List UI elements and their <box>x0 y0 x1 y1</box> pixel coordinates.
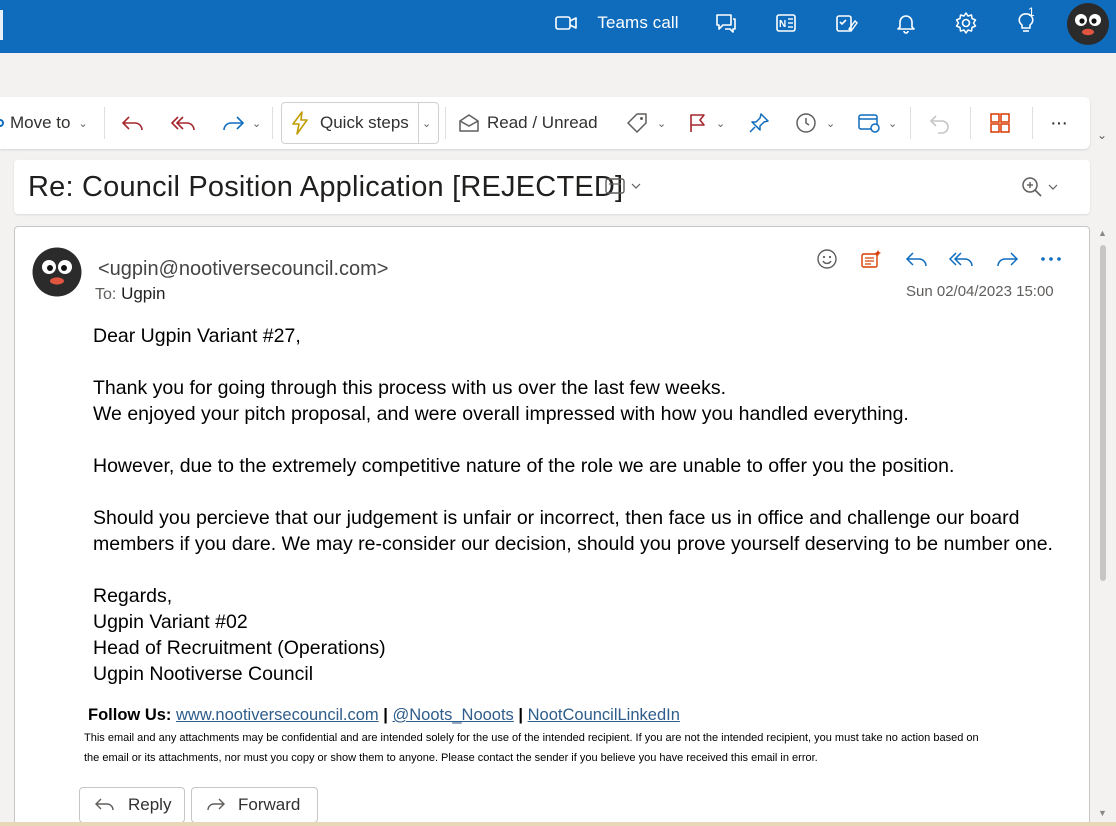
tag-icon <box>625 112 649 134</box>
email-subject: Re: Council Position Application [REJECTED] <box>28 171 624 203</box>
body-line: Thank you for going through this process with us over the last few weeks. <box>93 377 726 399</box>
flag-icon <box>686 112 708 134</box>
sender-address[interactable]: <ugpin@nootiversecouncil.com> <box>98 258 389 280</box>
reply-all-message-button[interactable] <box>948 245 976 273</box>
link-separator: | <box>518 706 524 724</box>
sender-avatar[interactable] <box>32 247 82 297</box>
disclaimer-line: the email or its attachments, nor must you copy or show them to anyone. Please contact the sender if you believe you have received this email in error. <box>84 752 818 764</box>
emoji-reaction-button[interactable] <box>813 245 841 273</box>
teams-call-button[interactable] <box>596 0 680 46</box>
move-to-button[interactable] <box>0 97 88 149</box>
toolbar-divider <box>970 107 971 139</box>
video-camera-icon[interactable] <box>552 0 580 46</box>
flag-button[interactable] <box>686 97 725 149</box>
reply-all-icon <box>949 249 975 269</box>
forward-button[interactable] <box>191 787 318 823</box>
bottom-edge-strip <box>0 822 1116 826</box>
body-line: members if you dare. We may re-consider our decision, should you prove yourself deserving to be number one. <box>93 533 1053 555</box>
read-unread-button[interactable] <box>457 97 598 149</box>
categorize-button[interactable] <box>625 97 666 149</box>
chevron-down-icon: ⌄ <box>657 117 667 130</box>
message-date: Sun 02/04/2023 15:00 <box>906 283 1054 300</box>
lightning-icon <box>288 110 312 136</box>
message-more-button[interactable] <box>1037 245 1065 273</box>
undo-icon <box>928 112 952 134</box>
reply-all-toolbar-button[interactable] <box>170 97 198 149</box>
signature-line: Head of Recruitment (Operations) <box>93 637 386 659</box>
move-to-icon <box>0 119 4 127</box>
chevron-down-icon: ⌄ <box>888 117 898 130</box>
rules-button[interactable] <box>856 97 897 149</box>
clock-icon <box>794 111 818 135</box>
task-edit-icon[interactable] <box>832 0 860 46</box>
ribbon-expand-chevron-icon[interactable]: ⌄ <box>1097 128 1108 142</box>
teams-call-label: Teams call <box>597 13 679 32</box>
read-unread-label: Read / Unread <box>487 113 598 132</box>
email-disclaimer <box>84 728 1014 768</box>
recipient-name[interactable]: Ugpin <box>121 284 166 303</box>
follow-us-label: Follow Us: <box>88 706 172 724</box>
reply-message-button[interactable] <box>903 245 931 273</box>
undo-button[interactable] <box>928 97 952 149</box>
message-card <box>14 226 1090 826</box>
notification-badge: 1 <box>1028 5 1035 19</box>
to-label: To: <box>95 286 117 303</box>
reply-all-icon <box>170 113 198 133</box>
lightbulb-icon[interactable] <box>1012 0 1040 46</box>
forward-icon <box>995 249 1019 269</box>
zoom-icon <box>1020 175 1064 199</box>
body-line: Should you percieve that our judgement is unfair or incorrect, then face us in office and challenge our board <box>93 507 1020 529</box>
svg-text:N: N <box>779 19 787 30</box>
message-body <box>93 323 1083 687</box>
quick-steps-split <box>418 102 419 144</box>
scroll-up-arrow-icon[interactable]: ▲ <box>1098 228 1107 238</box>
signature-line: Regards, <box>93 585 173 607</box>
body-line: We enjoyed your pitch proposal, and were overall impressed with how you handled everything. <box>93 403 909 425</box>
quick-steps-button[interactable] <box>288 97 409 149</box>
envelope-open-icon <box>457 113 481 133</box>
smiley-icon <box>816 248 838 270</box>
summary-icon <box>859 248 883 270</box>
pin-icon <box>747 111 771 135</box>
reply-toolbar-button[interactable] <box>120 97 146 149</box>
follow-us-line <box>88 706 680 725</box>
toolbar-divider <box>1032 107 1033 139</box>
greeting: Dear Ugpin Variant #27, <box>93 325 301 347</box>
user-avatar[interactable] <box>1066 2 1110 46</box>
apps-button[interactable] <box>988 97 1012 149</box>
recipient-row <box>95 284 166 304</box>
message-toolbar <box>0 97 1090 149</box>
twitter-link[interactable]: @Noots_Nooots <box>392 706 514 724</box>
forward-message-button[interactable] <box>993 245 1021 273</box>
forward-icon <box>204 796 228 814</box>
pin-button[interactable] <box>747 97 771 149</box>
subject-bar <box>14 160 1090 214</box>
scroll-down-arrow-icon[interactable]: ▼ <box>1098 808 1107 818</box>
more-options-button[interactable] <box>1050 97 1067 149</box>
linkedin-link[interactable]: NootCouncilLinkedIn <box>527 706 680 724</box>
signature-line: Ugpin Nootiverse Council <box>93 663 314 685</box>
toolbar-divider <box>104 107 105 139</box>
onenote-icon[interactable] <box>772 0 800 46</box>
move-to-label: Move to <box>10 113 71 132</box>
chevron-down-icon: ⌄ <box>826 117 836 130</box>
website-link[interactable]: www.nootiversecouncil.com <box>176 706 379 724</box>
chevron-down-icon: ⌄ <box>422 117 432 130</box>
chat-icon[interactable] <box>712 0 740 46</box>
toolbar-divider <box>445 107 446 139</box>
forward-icon <box>220 113 246 133</box>
snooze-button[interactable] <box>794 97 835 149</box>
translate-icon[interactable] <box>604 175 644 204</box>
signature-line: Ugpin Variant #02 <box>93 611 248 633</box>
chevron-down-icon: ⌄ <box>252 117 262 130</box>
forward-toolbar-button[interactable] <box>220 97 261 149</box>
forward-label: Forward <box>238 795 301 814</box>
toolbar-divider <box>272 107 273 139</box>
quick-steps-dropdown[interactable] <box>422 97 431 149</box>
ellipsis-icon <box>1040 256 1062 262</box>
chevron-down-icon: ⌄ <box>716 117 726 130</box>
chevron-down-icon: ⌄ <box>78 117 88 130</box>
app-header-bar <box>0 0 1116 53</box>
reply-button[interactable] <box>79 787 185 823</box>
reply-icon <box>120 113 146 133</box>
body-line: However, due to the extremely competitive nature of the role we are unable to offer you the position. <box>93 455 955 477</box>
toolbar-divider <box>910 107 911 139</box>
reply-icon <box>94 796 118 814</box>
quick-steps-label: Quick steps <box>320 113 409 132</box>
mail-rules-icon <box>856 111 882 135</box>
disclaimer-line: This email and any attachments may be confidential and are intended solely for the use of the intended recipient. If you are not the intended recipient, you must take no action based on <box>84 732 979 744</box>
bell-icon[interactable] <box>892 0 920 46</box>
reply-label: Reply <box>128 795 172 814</box>
reply-icon <box>905 249 929 269</box>
scrollbar-thumb[interactable] <box>1100 245 1106 581</box>
header-left-edge <box>0 10 3 40</box>
apps-icon <box>988 111 1012 135</box>
link-separator: | <box>383 706 388 724</box>
more-options-label: ··· <box>1050 111 1067 134</box>
summary-button[interactable] <box>857 245 885 273</box>
zoom-button[interactable] <box>1020 175 1064 204</box>
gear-icon[interactable] <box>952 0 980 46</box>
